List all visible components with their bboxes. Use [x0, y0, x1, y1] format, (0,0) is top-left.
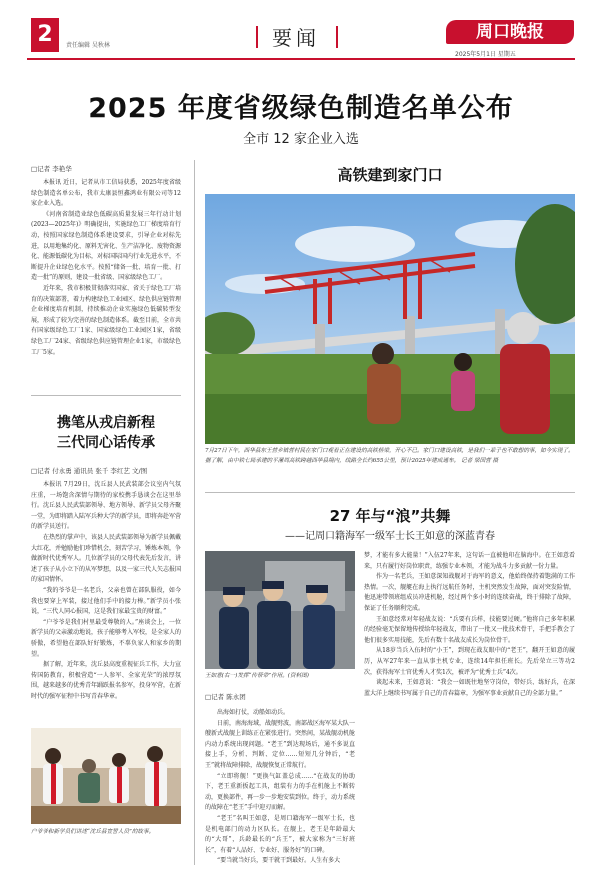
- story-two-body: [31, 480, 181, 724]
- story-three-headline: 27 年与“浪”共舞: [329, 507, 451, 525]
- main-story-paragraph: 本报讯 近日，记者从市工信局获悉，2025年度省级绿色制造名单公布，我市太康县恒鑫鸿业有限公司等12家企业入选。: [31, 179, 181, 208]
- editor-credits: 责任编辑 吴秋林: [66, 42, 110, 49]
- main-subheadline: 全市 12 家企业入选: [243, 132, 359, 147]
- story-three-body-col1: [205, 708, 355, 868]
- story-two-headline: [31, 413, 181, 453]
- newspaper-logo: 周口晚报: [446, 20, 574, 44]
- story-two-paragraph: 在热烈的掌声中，该县人民武装部领导为新学员佩戴大红花，并勉励他们珍惜机会，刻苦学习，锤炼本领，争做新时代优秀军人。几位新学员的父母代表先后发言，讲述了孩子从小立下的从军梦想，以及一家三代人矢志报国的家国情怀。: [31, 533, 181, 584]
- rail-photo: [205, 194, 575, 444]
- story-two-photo: [31, 728, 181, 824]
- story-three-subheadline: ——记周口籍海军一级军士长王如意的深蓝青春: [285, 531, 495, 542]
- story-three-paragraph: “要当就当好兵，要干就干到最好。人生有多大: [217, 857, 341, 865]
- story-two-headline-line2: 三代同心话传承: [57, 435, 155, 451]
- story-three-paragraph: 谈起未来，王如意说：“我会一如既往地坚守岗位，带好兵、练好兵，在深蓝大洋上继续书写属于自己的青春篇章，为强军事业贡献自己的全部力量。”: [364, 679, 575, 697]
- story-three-paragraph: 梦，才能有多大能量！”入伍27年来，这句话一直被他印在脑海中。在王如意看来，只有履行好岗位职责，练强专业本领，才能为战斗力多贡献一份力量。: [364, 552, 575, 570]
- page-number: 2: [31, 18, 59, 52]
- story-three-photo-caption: 王如意(右一)发挥“传帮带”作用。(资料图): [205, 673, 309, 679]
- section-title: 要闻: [272, 26, 320, 50]
- story-three-paragraph: “立即将舰！”更换气缸盖总成……“在战友的协助下，老王重新扳起工具，组装有力的手在机舱上不断转动，更换部件，再一步一步地安装到位。终于，动力系统的故障在“老王”手中迎刃而解。: [205, 772, 355, 812]
- main-story-paragraph: 《河南省制造业绿色低碳高质量发展三年行动计划(2023—2025年)》明确提出，实施绿色工厂梯度培育行动，按照国家绿色制造体系建设要求，引导企业对标先进，以用地集约化、原料无害化、生产洁净化、废物资源化、能源低碳化为目标，对标国际国内行业先进水平，不断提升企业绿色化水平。按照“储备一批、培育一批、打造一批”的原则，建设一批省级、国家级绿色工厂。: [31, 210, 181, 282]
- story-three-paragraph: 从18岁当兵入伍时的“小王”，到现在战友眼中的“老王”，翻开王如意的履历，从军27年来一直从事主机专业，连续14年担任班长。先后荣立三等功2次，获得海军士官优秀人才奖1次，被评为“优秀士兵”4次。: [364, 647, 575, 676]
- story-two-paragraph: “户爷爷是我们村里最受尊敬的人。”座谈会上，一位新学员的父亲激动地说，孩子能够考入军校，是全家人的骄傲，希望他在部队好好锻炼，不辜负家人和家乡的期望。: [31, 618, 181, 658]
- story-two-paragraph: 本报讯 7月29日，沈丘县人民武装部会议室内气氛庄重，一场饱含深情与期待的家校携手恳谈会在这里举行。沈丘县人民武装部领导、地方领导、新学员父母齐聚一堂，为即将踏入陆军兵种大学的新学员，即将奔赴军营的新学员送行。: [31, 481, 181, 531]
- masthead-rule: [27, 58, 575, 60]
- story-three-paragraph: 日前，南海海域，战舰劈波，南部战区海军某大队一艘新式战舰上训练正在紧张进行。突然间，某战舰动机舱内动力系统出现问题。“老王”到达现场后，通不多说直接上手，分析、判断、定位……短短几分钟后，“老王”就将故障排除，战舰恢复正常航行。: [205, 719, 355, 769]
- section-divider-right: [336, 26, 338, 48]
- story-two-paragraph: 据了解，近年来，沈丘县高度重视征兵工作，大力宣传国防教育，积极营造“一人参军、全家光荣”的浓厚氛围，越来越多的优秀青年踊跃报名参军，投身军营，在新时代的强军征程中书写青春华章。: [31, 661, 181, 700]
- column-rule: [205, 492, 575, 493]
- story-two-paragraph: “我的爷爷是一名老兵，父亲也曾在部队服役，如今我也要穿上军装，接过他们手中的接力棒。”新学员小张说，“三代人同心报国，这是我们家最宝贵的财富。”: [31, 586, 181, 616]
- story-two-byline: □记者 付永勇 通讯员 张千 李红艺 文/图: [31, 467, 148, 475]
- main-headline: 2025 年度省级绿色制造名单公布: [88, 93, 514, 124]
- story-two-photo-caption: 户爷爷和新学员们讲述“沈丘县宣誓人员”的故事。: [31, 829, 155, 835]
- main-story-body: [31, 178, 181, 383]
- main-story-paragraph: 近年来，我市积极贯彻落实国家、省关于绿色工厂培育的决策部署，着力构建绿色工业园区、绿色供应链管理企业梯度培育机制，持续推动企业实施绿色低碳转型发展，形成了较为完善的绿色制造体系。截至目前，全市共有国家级绿色工厂1家、国家级绿色工业园区1家，省级绿色工厂24家、省级绿色供应链管理企业1家，市级绿色工厂5家。: [31, 284, 181, 356]
- story-three-byline: □记者 陈永团: [205, 693, 246, 701]
- column-divider: [194, 160, 195, 865]
- story-three-paragraph: “老王”名叫王如意，是周口籍海军一级军士长，也是机电部门的动力区队长。在舰上，老王是年龄最大的“大哥”，兵龄最长的“兵王”，被大家称为“三好班长”，有着“人品好、专业好、服务好”的口碑。: [205, 814, 355, 854]
- story-three-paragraph: 出海如打仗，动船如动兵。: [217, 709, 290, 716]
- rail-photo-caption: 7月27日下午，西华县东王营乡镇营村民在家门口观看正在建设的高铁桥梁，开心不已。家门口建设高铁，是我们一辈子也不敢想的事，如今实现了。据了解，由中铁七局承建的平漯周高铁跨越西华县境内，线路全长约655公里，预计2025年建成通车。 记者 梁国营 摄: [205, 448, 574, 464]
- story-two-headline-line1: 携笔从戎启新程: [57, 415, 155, 431]
- column-rule: [31, 395, 181, 396]
- rail-photo-title: 高铁建到家门口: [337, 166, 443, 184]
- main-story-byline: □记者 李艳华: [31, 165, 72, 173]
- issue-date: 2025年5月1日 星期五: [455, 51, 516, 58]
- story-three-paragraph: 作为一名老兵，王如意深知战舰对于海军的意义，他始终保持着饱满的工作热情。一次，舰艇在海上执行远航任务时，主机突然发生故障，面对突发险情，他迅速带领班组成员冲进机舱，经过两个多小时的连续奋战，终于排除了故障，保证了任务顺利完成。: [364, 573, 575, 612]
- story-three-paragraph: 王如意经常对年轻战友说：“兵要有兵样，技能要过硬。”他将自己多年积累的经验毫无保留地传授给年轻战友，带出了一批又一批技术骨干，手把手教会了他们很多实用技能，先后有数十名战友成长为岗位骨干。: [364, 615, 575, 644]
- story-three-body-col2: [364, 551, 575, 868]
- story-three-photo: [205, 551, 355, 669]
